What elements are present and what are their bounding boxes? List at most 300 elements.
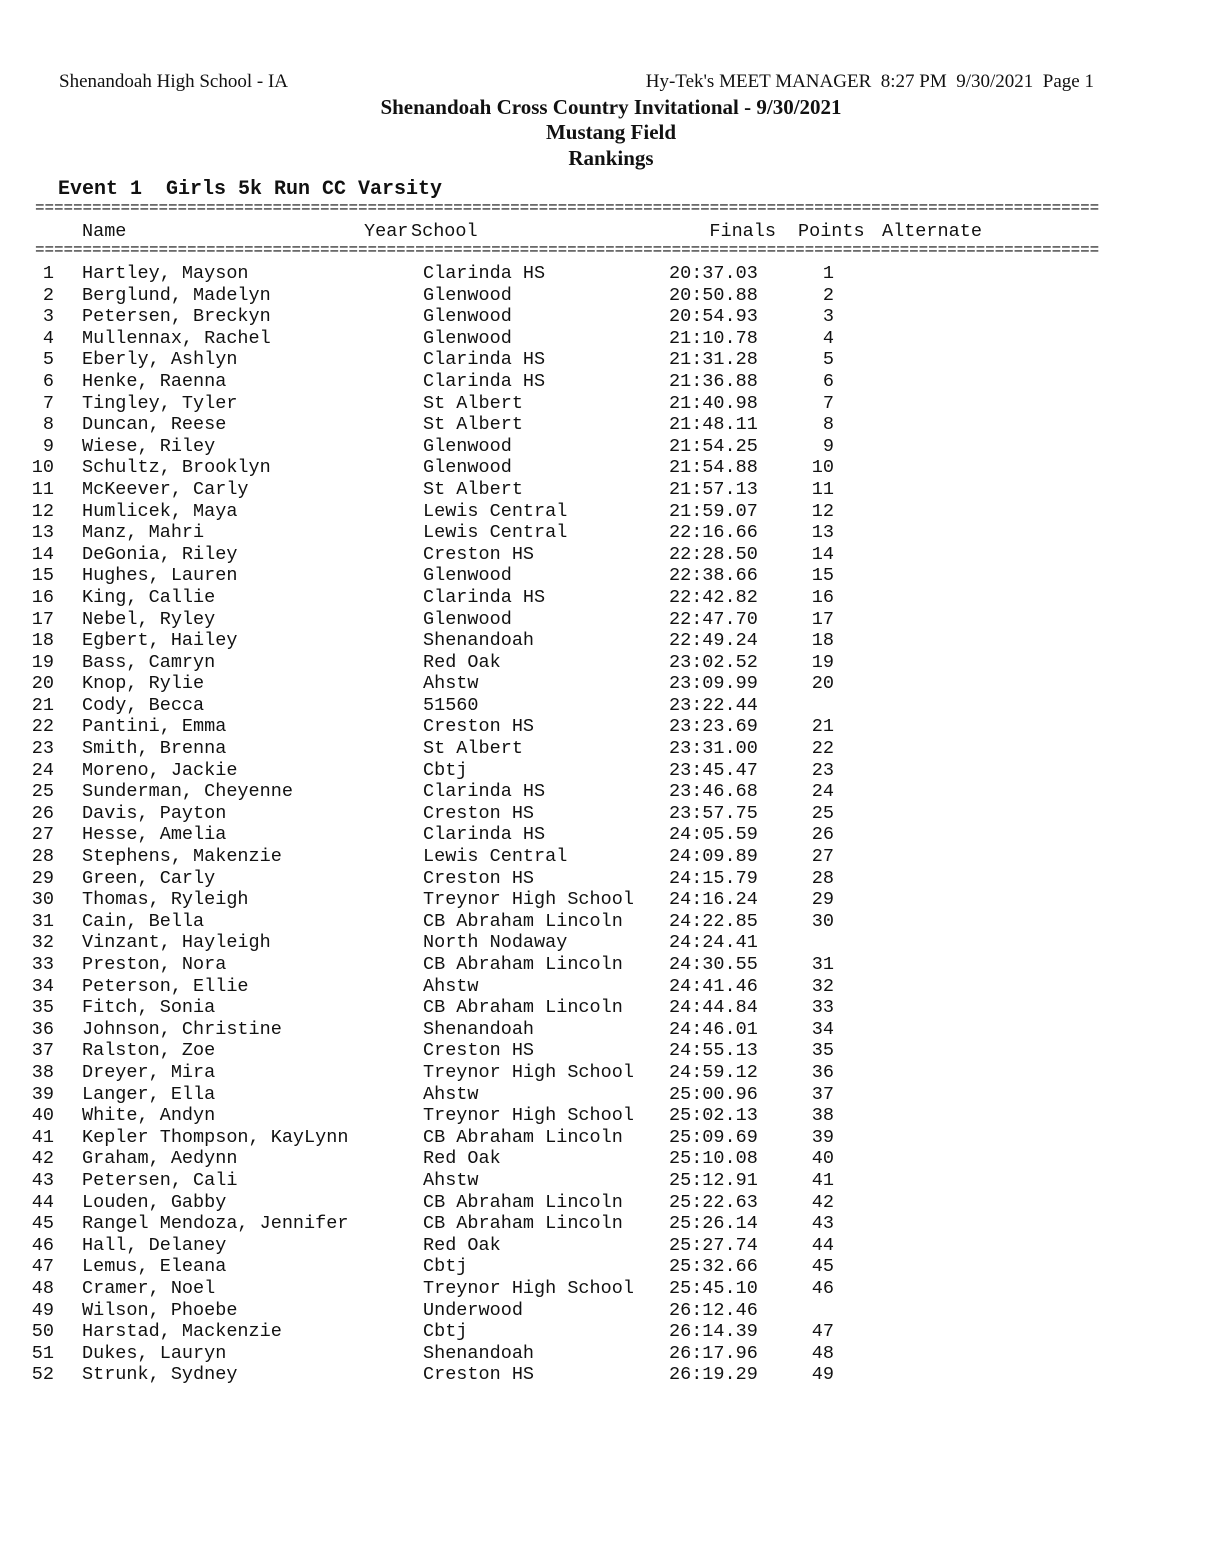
column-header-school: School <box>411 221 478 242</box>
result-name: Cramer, Noel <box>82 1277 216 1299</box>
result-school: Cbtj <box>423 1256 468 1278</box>
result-points: 44 <box>811 1234 834 1256</box>
result-place: 52 <box>31 1364 54 1386</box>
result-name: King, Callie <box>82 586 216 608</box>
result-row <box>0 630 1200 652</box>
result-points: 32 <box>811 975 834 997</box>
result-finals: 25:00.96 <box>669 1083 758 1105</box>
result-place: 20 <box>31 673 54 695</box>
result-name: Dukes, Lauryn <box>82 1342 227 1364</box>
result-school: Glenwood <box>423 608 512 630</box>
result-points: 41 <box>811 1169 834 1191</box>
result-row <box>0 522 1200 544</box>
result-place: 41 <box>31 1126 54 1148</box>
page-header-left: Shenandoah High School - IA <box>59 71 289 92</box>
result-finals: 23:31.00 <box>669 738 758 760</box>
result-place: 9 <box>42 435 54 457</box>
result-school: Creston HS <box>423 1040 535 1062</box>
result-name: Humlicek, Maya <box>82 500 238 522</box>
result-points: 29 <box>811 889 834 911</box>
result-row <box>0 479 1200 501</box>
result-finals: 20:50.88 <box>669 284 758 306</box>
result-place: 50 <box>31 1321 54 1343</box>
result-finals: 22:28.50 <box>669 543 758 565</box>
result-row <box>0 652 1200 674</box>
result-school: Glenwood <box>423 565 512 587</box>
result-row <box>0 1170 1200 1192</box>
result-school: CB Abraham Lincoln <box>423 910 623 932</box>
result-points: 3 <box>822 306 834 328</box>
result-school: Red Oak <box>423 1148 501 1170</box>
result-finals: 24:15.79 <box>669 867 758 889</box>
result-name: Duncan, Reese <box>82 414 227 436</box>
result-school: Lewis Central <box>423 500 568 522</box>
result-finals: 25:12.91 <box>669 1169 758 1191</box>
result-row <box>0 565 1200 587</box>
result-name: White, Andyn <box>82 1105 216 1127</box>
result-school: Red Oak <box>423 651 501 673</box>
result-row <box>0 760 1200 782</box>
result-place: 51 <box>31 1342 54 1364</box>
result-row <box>0 738 1200 760</box>
result-row <box>0 1192 1200 1214</box>
result-place: 2 <box>42 284 54 306</box>
result-finals: 24:44.84 <box>669 997 758 1019</box>
result-row <box>0 1278 1200 1300</box>
result-points: 2 <box>822 284 834 306</box>
result-row <box>0 1364 1200 1386</box>
result-row <box>0 544 1200 566</box>
result-place: 39 <box>31 1083 54 1105</box>
result-row <box>0 371 1200 393</box>
result-points: 23 <box>811 759 834 781</box>
result-name: Johnson, Christine <box>82 1018 282 1040</box>
result-name: Bass, Camryn <box>82 651 216 673</box>
result-row <box>0 695 1200 717</box>
result-place: 24 <box>31 759 54 781</box>
result-place: 28 <box>31 846 54 868</box>
column-header-points: Points <box>798 221 865 242</box>
result-school: Ahstw <box>423 1083 479 1105</box>
result-row <box>0 263 1200 285</box>
result-points: 15 <box>811 565 834 587</box>
result-place: 13 <box>31 522 54 544</box>
result-school: Ahstw <box>423 975 479 997</box>
result-school: Red Oak <box>423 1234 501 1256</box>
result-points: 17 <box>811 608 834 630</box>
result-school: Shenandoah <box>423 630 535 652</box>
result-place: 6 <box>42 370 54 392</box>
result-points: 20 <box>811 673 834 695</box>
result-place: 40 <box>31 1105 54 1127</box>
result-place: 1 <box>42 263 54 284</box>
result-points: 43 <box>811 1213 834 1235</box>
result-finals: 22:47.70 <box>669 608 758 630</box>
result-finals: 26:19.29 <box>669 1364 758 1386</box>
result-points: 49 <box>811 1364 834 1386</box>
result-row <box>0 1040 1200 1062</box>
event-title: Event 1 Girls 5k Run CC Varsity <box>58 178 443 201</box>
result-place: 46 <box>31 1234 54 1256</box>
result-place: 32 <box>31 932 54 954</box>
result-name: Hartley, Mayson <box>82 263 249 284</box>
result-name: Manz, Mahri <box>82 522 205 544</box>
result-finals: 25:02.13 <box>669 1105 758 1127</box>
result-points: 37 <box>811 1083 834 1105</box>
result-school: 51560 <box>423 694 479 716</box>
meet-title: Shenandoah Cross Country Invitational - 9/30/2021 <box>380 95 842 119</box>
result-place: 29 <box>31 867 54 889</box>
result-points: 26 <box>811 824 834 846</box>
result-name: Petersen, Cali <box>82 1169 238 1191</box>
result-finals: 25:32.66 <box>669 1256 758 1278</box>
result-school: St Albert <box>423 738 523 760</box>
result-points: 21 <box>811 716 834 738</box>
result-finals: 22:16.66 <box>669 522 758 544</box>
result-place: 18 <box>31 630 54 652</box>
result-points: 4 <box>822 327 834 349</box>
result-place: 49 <box>31 1299 54 1321</box>
result-finals: 26:12.46 <box>669 1299 758 1321</box>
result-name: Sunderman, Cheyenne <box>82 781 293 803</box>
result-school: CB Abraham Lincoln <box>423 1191 623 1213</box>
result-finals: 23:45.47 <box>669 759 758 781</box>
result-points: 39 <box>811 1126 834 1148</box>
result-points: 14 <box>811 543 834 565</box>
column-header-year: Year <box>364 221 409 242</box>
result-finals: 23:02.52 <box>669 651 758 673</box>
result-points: 5 <box>822 349 834 371</box>
result-points: 25 <box>811 802 834 824</box>
result-place: 22 <box>31 716 54 738</box>
result-name: Ralston, Zoe <box>82 1040 216 1062</box>
result-name: Pantini, Emma <box>82 716 227 738</box>
result-row <box>0 824 1200 846</box>
result-name: Smith, Brenna <box>82 738 227 760</box>
result-name: Berglund, Madelyn <box>82 284 271 306</box>
result-points: 28 <box>811 867 834 889</box>
result-finals: 25:26.14 <box>669 1213 758 1235</box>
result-points: 40 <box>811 1148 834 1170</box>
result-school: Ahstw <box>423 673 479 695</box>
result-place: 36 <box>31 1018 54 1040</box>
result-place: 44 <box>31 1191 54 1213</box>
result-place: 27 <box>31 824 54 846</box>
result-school: Underwood <box>423 1299 523 1321</box>
result-finals: 26:17.96 <box>669 1342 758 1364</box>
result-school: Lewis Central <box>423 846 568 868</box>
result-row <box>0 716 1200 738</box>
result-finals: 21:36.88 <box>669 370 758 392</box>
page-header-right: Hy-Tek's MEET MANAGER 8:27 PM 9/30/2021 Page 1 <box>645 71 1094 92</box>
result-name: Preston, Nora <box>82 954 227 975</box>
result-name: Harstad, Mackenzie <box>82 1321 282 1343</box>
venue-title: Mustang Field <box>545 120 677 144</box>
result-school: Clarinda HS <box>423 824 546 846</box>
result-points: 30 <box>811 910 834 932</box>
result-name: Eberly, Ashlyn <box>82 349 238 371</box>
result-points: 34 <box>811 1018 834 1040</box>
result-name: Stephens, Makenzie <box>82 846 282 868</box>
result-points: 16 <box>811 586 834 608</box>
result-row <box>0 393 1200 415</box>
result-finals: 24:22.85 <box>669 910 758 932</box>
result-row <box>0 609 1200 631</box>
result-finals: 21:54.25 <box>669 435 758 457</box>
result-name: Louden, Gabby <box>82 1191 227 1213</box>
result-place: 26 <box>31 802 54 824</box>
result-place: 23 <box>31 738 54 760</box>
result-finals: 25:09.69 <box>669 1126 758 1148</box>
result-points: 35 <box>811 1040 834 1062</box>
result-place: 5 <box>42 349 54 371</box>
result-points: 11 <box>811 478 834 500</box>
column-header-alternate: Alternate <box>882 221 982 242</box>
result-name: Mullennax, Rachel <box>82 327 271 349</box>
result-row <box>0 1105 1200 1127</box>
result-finals: 21:54.88 <box>669 457 758 479</box>
result-points: 13 <box>811 522 834 544</box>
result-place: 15 <box>31 565 54 587</box>
result-finals: 24:30.55 <box>669 954 758 975</box>
result-points: 19 <box>811 651 834 673</box>
result-name: Tingley, Tyler <box>82 392 238 414</box>
result-row <box>0 501 1200 523</box>
result-name: Schultz, Brooklyn <box>82 457 271 479</box>
result-row <box>0 587 1200 609</box>
result-row <box>0 1343 1200 1365</box>
result-row <box>0 932 1200 954</box>
result-row <box>0 673 1200 695</box>
result-name: Cain, Bella <box>82 910 205 932</box>
result-name: Cody, Becca <box>82 694 205 716</box>
result-finals: 24:05.59 <box>669 824 758 846</box>
result-row <box>0 328 1200 350</box>
result-points: 36 <box>811 1061 834 1083</box>
result-place: 25 <box>31 781 54 803</box>
result-finals: 24:24.41 <box>669 932 758 954</box>
result-place: 8 <box>42 414 54 436</box>
result-place: 17 <box>31 608 54 630</box>
result-school: Ahstw <box>423 1169 479 1191</box>
result-school: Glenwood <box>423 284 512 306</box>
result-row <box>0 803 1200 825</box>
result-finals: 20:37.03 <box>669 263 758 284</box>
result-finals: 22:49.24 <box>669 630 758 652</box>
result-points: 10 <box>811 457 834 479</box>
result-name: Davis, Payton <box>82 802 227 824</box>
result-row <box>0 1148 1200 1170</box>
result-place: 30 <box>31 889 54 911</box>
result-place: 14 <box>31 543 54 565</box>
result-place: 19 <box>31 651 54 673</box>
result-points: 9 <box>822 435 834 457</box>
result-school: Cbtj <box>423 1321 468 1343</box>
result-place: 3 <box>42 306 54 328</box>
result-name: DeGonia, Riley <box>82 543 238 565</box>
result-school: Glenwood <box>423 327 512 349</box>
result-row <box>0 1062 1200 1084</box>
result-school: Creston HS <box>423 867 535 889</box>
result-row <box>0 457 1200 479</box>
result-row <box>0 414 1200 436</box>
result-name: Lemus, Eleana <box>82 1256 227 1278</box>
result-row <box>0 436 1200 458</box>
result-points: 12 <box>811 500 834 522</box>
result-school: Glenwood <box>423 435 512 457</box>
result-finals: 21:40.98 <box>669 392 758 414</box>
result-finals: 22:42.82 <box>669 586 758 608</box>
result-school: CB Abraham Lincoln <box>423 1213 623 1235</box>
result-row <box>0 911 1200 933</box>
result-points: 42 <box>811 1191 834 1213</box>
result-place: 37 <box>31 1040 54 1062</box>
result-place: 31 <box>31 910 54 932</box>
result-place: 33 <box>31 954 54 975</box>
result-finals: 21:57.13 <box>669 478 758 500</box>
result-row <box>0 349 1200 371</box>
result-place: 38 <box>31 1061 54 1083</box>
separator-header: ================================================================================================================ <box>35 241 1100 259</box>
result-finals: 23:46.68 <box>669 781 758 803</box>
result-row <box>0 976 1200 998</box>
result-finals: 23:23.69 <box>669 716 758 738</box>
result-finals: 21:48.11 <box>669 414 758 436</box>
result-row <box>0 1256 1200 1278</box>
result-points: 1 <box>822 263 834 284</box>
result-school: Clarinda HS <box>423 586 546 608</box>
result-finals: 24:55.13 <box>669 1040 758 1062</box>
result-points: 47 <box>811 1321 834 1343</box>
result-finals: 24:59.12 <box>669 1061 758 1083</box>
result-finals: 21:31.28 <box>669 349 758 371</box>
result-points: 46 <box>811 1277 834 1299</box>
result-name: Kepler Thompson, KayLynn <box>82 1126 349 1148</box>
result-school: Treynor High School <box>423 1105 634 1127</box>
result-finals: 21:10.78 <box>669 327 758 349</box>
result-school: Clarinda HS <box>423 370 546 392</box>
result-school: Glenwood <box>423 306 512 328</box>
result-name: McKeever, Carly <box>82 478 249 500</box>
result-points: 48 <box>811 1342 834 1364</box>
result-place: 47 <box>31 1256 54 1278</box>
result-school: Clarinda HS <box>423 263 546 284</box>
result-place: 16 <box>31 586 54 608</box>
column-header-name: Name <box>82 221 127 242</box>
result-points: 38 <box>811 1105 834 1127</box>
result-points: 22 <box>811 738 834 760</box>
result-place: 34 <box>31 975 54 997</box>
result-place: 12 <box>31 500 54 522</box>
result-points: 18 <box>811 630 834 652</box>
result-school: Clarinda HS <box>423 349 546 371</box>
result-finals: 20:54.93 <box>669 306 758 328</box>
result-school: Shenandoah <box>423 1018 535 1040</box>
result-school: Creston HS <box>423 543 535 565</box>
result-place: 10 <box>31 457 54 479</box>
result-school: St Albert <box>423 478 523 500</box>
result-points: 7 <box>822 392 834 414</box>
result-finals: 25:45.10 <box>669 1277 758 1299</box>
result-points: 31 <box>811 954 834 975</box>
result-row <box>0 306 1200 328</box>
result-school: St Albert <box>423 414 523 436</box>
result-row <box>0 1235 1200 1257</box>
result-row <box>0 1127 1200 1149</box>
result-school: CB Abraham Lincoln <box>423 1126 623 1148</box>
result-place: 35 <box>31 997 54 1019</box>
result-name: Hughes, Lauren <box>82 565 238 587</box>
result-school: Creston HS <box>423 1364 535 1386</box>
result-row <box>0 1084 1200 1106</box>
result-points: 33 <box>811 997 834 1019</box>
result-finals: 23:09.99 <box>669 673 758 695</box>
result-finals: 22:38.66 <box>669 565 758 587</box>
result-name: Green, Carly <box>82 867 216 889</box>
result-row <box>0 954 1200 976</box>
result-place: 48 <box>31 1277 54 1299</box>
result-name: Nebel, Ryley <box>82 608 216 630</box>
result-points: 8 <box>822 414 834 436</box>
result-place: 45 <box>31 1213 54 1235</box>
result-name: Rangel Mendoza, Jennifer <box>82 1213 349 1235</box>
result-points: 24 <box>811 781 834 803</box>
result-place: 21 <box>31 694 54 716</box>
result-name: Knop, Rylie <box>82 673 205 695</box>
result-school: Shenandoah <box>423 1342 535 1364</box>
result-name: Hesse, Amelia <box>82 824 227 846</box>
result-row <box>0 846 1200 868</box>
separator-top: ================================================================================================================ <box>35 199 1100 217</box>
result-name: Langer, Ella <box>82 1083 216 1105</box>
result-finals: 25:10.08 <box>669 1148 758 1170</box>
result-school: Glenwood <box>423 457 512 479</box>
result-place: 43 <box>31 1169 54 1191</box>
result-finals: 24:46.01 <box>669 1018 758 1040</box>
result-school: Cbtj <box>423 759 468 781</box>
result-row <box>0 1019 1200 1041</box>
result-name: Strunk, Sydney <box>82 1364 238 1386</box>
result-school: CB Abraham Lincoln <box>423 954 623 975</box>
result-name: Wiese, Riley <box>82 435 216 457</box>
results-table <box>0 263 1200 1386</box>
result-row <box>0 781 1200 803</box>
result-school: North Nodaway <box>423 932 568 954</box>
result-finals: 24:41.46 <box>669 975 758 997</box>
result-name: Graham, Aedynn <box>82 1148 238 1170</box>
result-name: Petersen, Breckyn <box>82 306 271 328</box>
result-finals: 25:22.63 <box>669 1191 758 1213</box>
result-name: Henke, Raenna <box>82 370 227 392</box>
result-finals: 24:09.89 <box>669 846 758 868</box>
result-row <box>0 1321 1200 1343</box>
result-name: Peterson, Ellie <box>82 975 249 997</box>
result-name: Dreyer, Mira <box>82 1061 216 1083</box>
result-row <box>0 997 1200 1019</box>
result-school: Treynor High School <box>423 1277 634 1299</box>
result-finals: 23:22.44 <box>669 694 758 716</box>
result-points: 27 <box>811 846 834 868</box>
result-name: Hall, Delaney <box>82 1234 227 1256</box>
result-school: St Albert <box>423 392 523 414</box>
result-row <box>0 889 1200 911</box>
result-school: Creston HS <box>423 802 535 824</box>
result-school: Clarinda HS <box>423 781 546 803</box>
result-school: CB Abraham Lincoln <box>423 997 623 1019</box>
result-finals: 21:59.07 <box>669 500 758 522</box>
result-finals: 26:14.39 <box>669 1321 758 1343</box>
result-points: 6 <box>822 370 834 392</box>
